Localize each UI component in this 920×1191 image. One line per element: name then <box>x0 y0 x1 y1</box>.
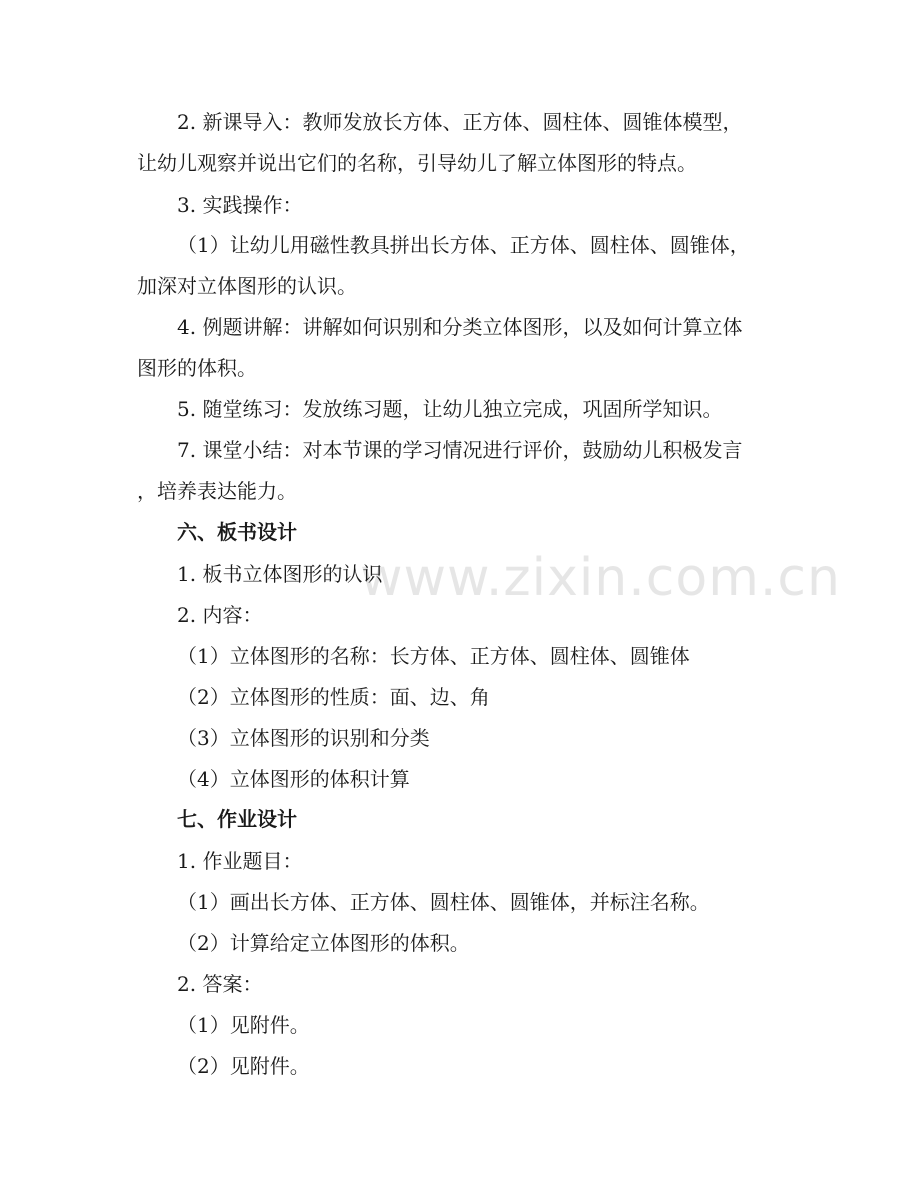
paragraph-new-lesson-line-1: 2. 新课导入：教师发放长方体、正方体、圆柱体、圆锥体模型， <box>177 110 743 134</box>
paragraph-summary-line-1: 7. 课堂小结：对本节课的学习情况进行评价，鼓励幼儿积极发言 <box>177 438 743 462</box>
homework-question-1: （1）画出长方体、正方体、圆柱体、圆锥体，并标注名称。 <box>177 890 710 914</box>
homework-answer-1: （1）见附件。 <box>177 1013 310 1037</box>
board-content-2: （2）立体图形的性质：面、边、角 <box>177 685 490 709</box>
section-heading-homework-design: 七、作业设计 <box>177 807 297 831</box>
paragraph-new-lesson-line-2: 让幼儿观察并说出它们的名称，引导幼儿了解立体图形的特点。 <box>137 151 697 175</box>
homework-answer-2: （2）见附件。 <box>177 1054 310 1078</box>
paragraph-exercise: 5. 随堂练习：发放练习题，让幼儿独立完成，巩固所学知识。 <box>177 397 723 421</box>
section-heading-board-design: 六、板书设计 <box>177 520 297 544</box>
homework-question-2: （2）计算给定立体图形的体积。 <box>177 931 470 955</box>
board-content-4: （4）立体图形的体积计算 <box>177 767 410 791</box>
watermark: www.zixin.com.cn <box>360 548 841 608</box>
homework-item-1: 1. 作业题目： <box>177 849 303 873</box>
board-item-1: 1. 板书立体图形的认识 <box>177 562 383 586</box>
paragraph-practice-title: 3. 实践操作： <box>177 193 303 217</box>
paragraph-example-line-2: 图形的体积。 <box>137 356 257 380</box>
homework-item-2: 2. 答案： <box>177 972 263 996</box>
board-item-2: 2. 内容： <box>177 603 263 627</box>
board-content-3: （3）立体图形的识别和分类 <box>177 726 430 750</box>
paragraph-summary-line-2: ，培养表达能力。 <box>137 479 297 503</box>
paragraph-practice-item-1-line-2: 加深对立体图形的认识。 <box>137 274 357 298</box>
paragraph-example-line-1: 4. 例题讲解：讲解如何识别和分类立体图形，以及如何计算立体 <box>177 315 743 339</box>
paragraph-practice-item-1-line-1: （1）让幼儿用磁性教具拼出长方体、正方体、圆柱体、圆锥体， <box>177 233 750 257</box>
board-content-1: （1）立体图形的名称：长方体、正方体、圆柱体、圆锥体 <box>177 644 690 668</box>
